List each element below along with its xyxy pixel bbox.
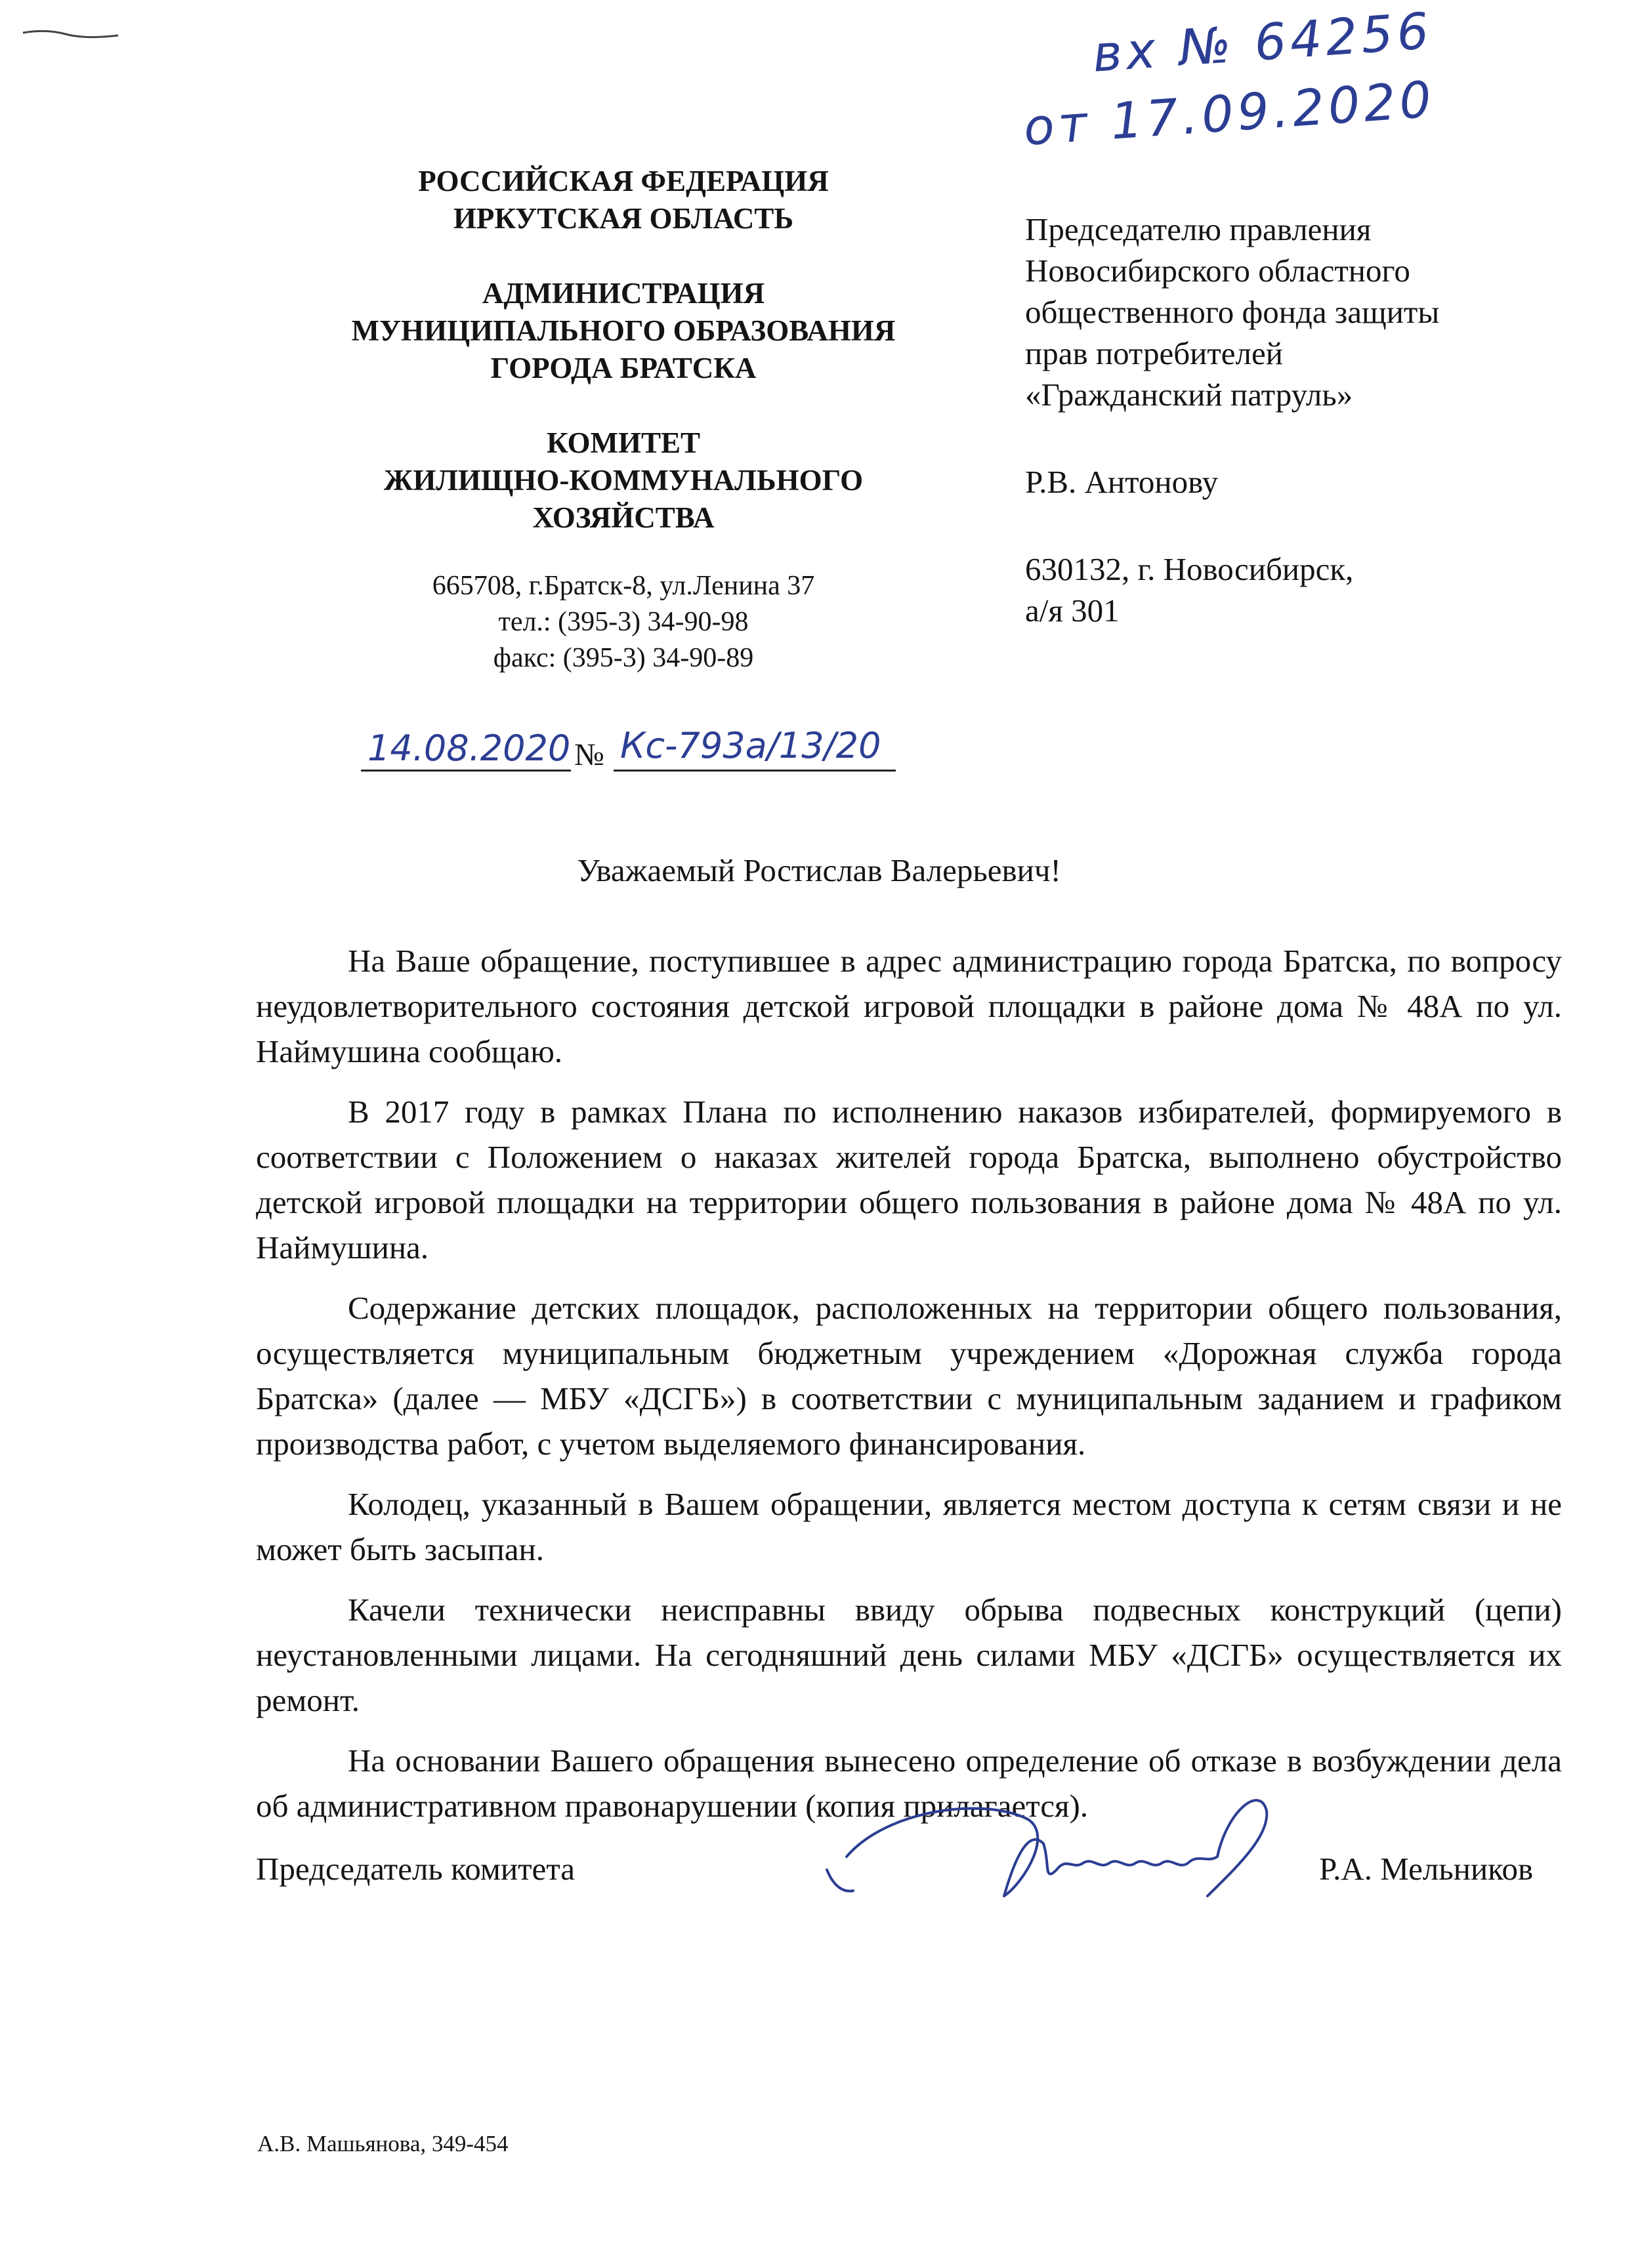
recipient-line: прав потребителей bbox=[1025, 335, 1283, 371]
sender-region: ИРКУТСКАЯ ОБЛАСТЬ bbox=[453, 202, 794, 235]
sender-committee-2: ЖИЛИЩНО-КОММУНАЛЬНОГО bbox=[383, 464, 864, 497]
body-paragraph: На основании Вашего обращения вынесено определение об отказе в возбуждении дела об административном правонарушении (копия прилагается). bbox=[256, 1742, 1562, 1824]
body-paragraph: Качели технически неисправны ввиду обрыва подвесных конструкций (цепи) неустановленными лицами. На сегодняшний день силами МБУ «ДСГБ» осуществляется их ремонт. bbox=[256, 1592, 1562, 1718]
letter-body bbox=[256, 938, 1562, 1844]
recipient-line: «Гражданский патруль» bbox=[1025, 377, 1353, 413]
sender-committee-1: КОМИТЕТ bbox=[546, 426, 701, 459]
body-paragraph: На Ваше обращение, поступившее в адрес администрацию города Братска, по вопросу неудовлетворительного состояния детской игровой площадки в районе дома № 48А по ул. Наймушина сообщаю. bbox=[256, 943, 1562, 1069]
recipient-line: общественного фонда защиты bbox=[1025, 294, 1440, 330]
sender-admin-3: ГОРОДА БРАТСКА bbox=[490, 352, 757, 384]
number-sign: № bbox=[574, 737, 604, 772]
sender-phone: тел.: (395-3) 34-90-98 bbox=[498, 607, 749, 637]
body-paragraph: Колодец, указанный в Вашем обращении, является местом доступа к сетям связи и не может быть засыпан. bbox=[256, 1486, 1562, 1567]
sender-block bbox=[197, 163, 1050, 676]
body-paragraph: В 2017 году в рамках Плана по исполнению наказов избирателей, формируемого в соответствии с Положением о наказах жителей города Братска, выполнено обустройство детской игровой площадки на территории общего пользования в районе дома № 48А по ул. Наймушина. bbox=[256, 1094, 1562, 1266]
recipient-name: Р.В. Антонову bbox=[1025, 464, 1219, 500]
outgoing-date: 14.08.2020 bbox=[368, 728, 571, 769]
outgoing-number: Кс-793а/13/20 bbox=[620, 725, 881, 766]
body-paragraph: Содержание детских площадок, расположенных на территории общего пользования, осуществляется муниципальным бюджетным учреждением «Дорожная служба города Братска» (далее — МБУ «ДСГБ») в соответствии с муниципальным заданием и графиком производства работ, с учетом выделяемого финансирования. bbox=[256, 1290, 1562, 1462]
sender-address: 665708, г.Братск-8, ул.Ленина 37 bbox=[432, 571, 815, 601]
recipient-line: Новосибирского областного bbox=[1025, 253, 1410, 289]
signatory-name: Р.А. Мельников bbox=[1319, 1851, 1534, 1887]
sender-country: РОССИЙСКАЯ ФЕДЕРАЦИЯ bbox=[418, 165, 829, 197]
recipient-block bbox=[1025, 209, 1589, 631]
inbound-stamp-line2: от 17.09.2020 bbox=[1021, 70, 1437, 157]
signatory-title: Председатель комитета bbox=[256, 1851, 576, 1887]
sender-admin-1: АДМИНИСТРАЦИЯ bbox=[482, 277, 765, 310]
sender-admin-2: МУНИЦИПАЛЬНОГО ОБРАЗОВАНИЯ bbox=[351, 314, 896, 347]
recipient-line: Председателю правления bbox=[1025, 211, 1372, 247]
sender-committee-3: ХОЗЯЙСТВА bbox=[532, 501, 715, 534]
executor-contact: А.В. Машьянова, 349-454 bbox=[257, 2131, 509, 2156]
inbound-stamp-line1: вх № 64256 bbox=[1090, 1, 1435, 83]
salutation: Уважаемый Ростислав Валерьевич! bbox=[577, 852, 1061, 888]
sender-fax: факс: (395-3) 34-90-89 bbox=[493, 643, 754, 673]
handwritten-signature bbox=[807, 1771, 1299, 1922]
recipient-address: а/я 301 bbox=[1025, 592, 1120, 629]
outgoing-number-line bbox=[361, 718, 952, 777]
scan-mark bbox=[20, 26, 125, 39]
recipient-address: 630132, г. Новосибирск, bbox=[1025, 551, 1354, 587]
